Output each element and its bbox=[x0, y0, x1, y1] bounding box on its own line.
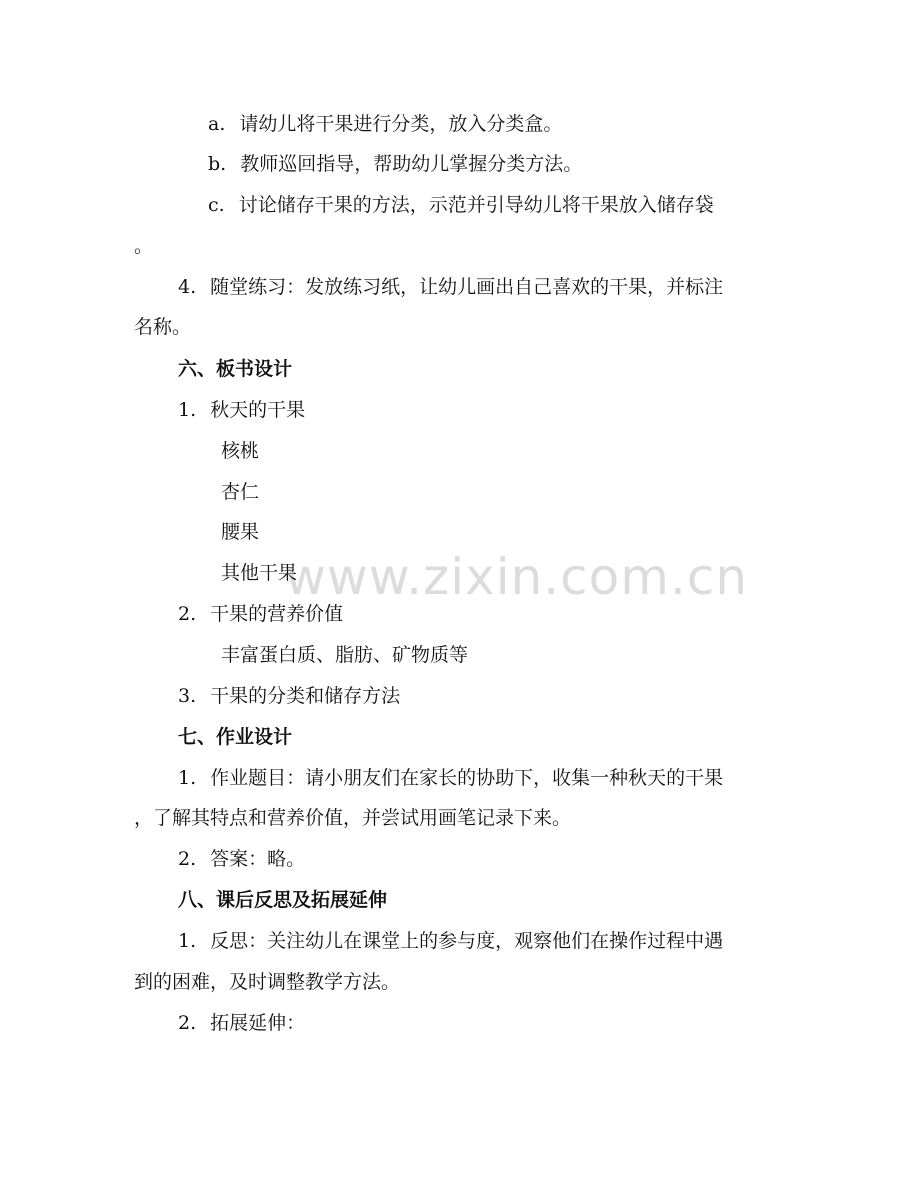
item-marker: c. bbox=[208, 194, 225, 216]
board-sub-item: 丰富蛋白质、脂肪、矿物质等 bbox=[221, 644, 469, 666]
homework-item-1-continuation: ，了解其特点和营养价值，并尝试用画笔记录下来。 bbox=[134, 807, 572, 829]
item-marker: 2. bbox=[178, 848, 197, 870]
practice-continuation: 名称。 bbox=[134, 316, 192, 338]
board-sub-item: 核桃 bbox=[221, 440, 260, 462]
item-text: 随堂练习：发放练习纸，让幼儿画出自己喜欢的干果，并标注 bbox=[210, 276, 724, 298]
item-text: 拓展延伸： bbox=[210, 1012, 306, 1034]
board-sub-item: 杏仁 bbox=[221, 481, 260, 503]
item-text: 教师巡回指导，帮助幼儿掌握分类方法。 bbox=[240, 153, 583, 175]
section-heading-7: 七、作业设计 bbox=[178, 726, 293, 748]
item-text: 反思：关注幼儿在课堂上的参与度，观察他们在操作过程中遇 bbox=[210, 930, 724, 952]
board-item-3 bbox=[178, 684, 400, 708]
item-text: 讨论储存干果的方法，示范并引导幼儿将干果放入储存袋 bbox=[238, 194, 714, 216]
homework-item-1 bbox=[178, 766, 723, 790]
item-marker: 4. bbox=[178, 276, 197, 298]
item-marker: 1. bbox=[178, 930, 197, 952]
board-item-1 bbox=[178, 398, 305, 422]
list-item-a bbox=[208, 112, 562, 136]
practice-item bbox=[178, 275, 723, 299]
reflection-item-1 bbox=[178, 929, 723, 953]
item-marker: 3. bbox=[178, 685, 197, 707]
item-text: 请幼儿将干果进行分类，放入分类盒。 bbox=[239, 113, 563, 135]
section-heading-8: 八、课后反思及拓展延伸 bbox=[178, 889, 388, 911]
item-text: 作业题目：请小朋友们在家长的协助下，收集一种秋天的干果 bbox=[210, 767, 724, 789]
board-sub-item: 其他干果 bbox=[221, 562, 298, 584]
item-text: 答案：略。 bbox=[210, 848, 306, 870]
item-marker: a. bbox=[208, 113, 226, 135]
item-marker: 1. bbox=[178, 399, 197, 421]
list-item-c-continuation: 。 bbox=[134, 235, 154, 257]
item-marker: 1. bbox=[178, 767, 197, 789]
reflection-item-1-continuation: 到的困难，及时调整教学方法。 bbox=[134, 971, 401, 993]
item-text: 秋天的干果 bbox=[210, 399, 306, 421]
board-item-2 bbox=[178, 602, 343, 626]
item-marker: b. bbox=[208, 153, 227, 175]
board-sub-item: 腰果 bbox=[221, 521, 260, 543]
reflection-item-2 bbox=[178, 1011, 305, 1035]
homework-item-2 bbox=[178, 847, 305, 871]
item-text: 干果的营养价值 bbox=[210, 603, 344, 625]
item-text: 干果的分类和储存方法 bbox=[210, 685, 401, 707]
item-marker: 2. bbox=[178, 603, 197, 625]
watermark: www.zixin.com.cn bbox=[285, 548, 749, 606]
section-heading-6: 六、板书设计 bbox=[178, 358, 293, 380]
item-marker: 2. bbox=[178, 1012, 197, 1034]
list-item-c bbox=[208, 193, 714, 217]
list-item-b bbox=[208, 152, 582, 176]
